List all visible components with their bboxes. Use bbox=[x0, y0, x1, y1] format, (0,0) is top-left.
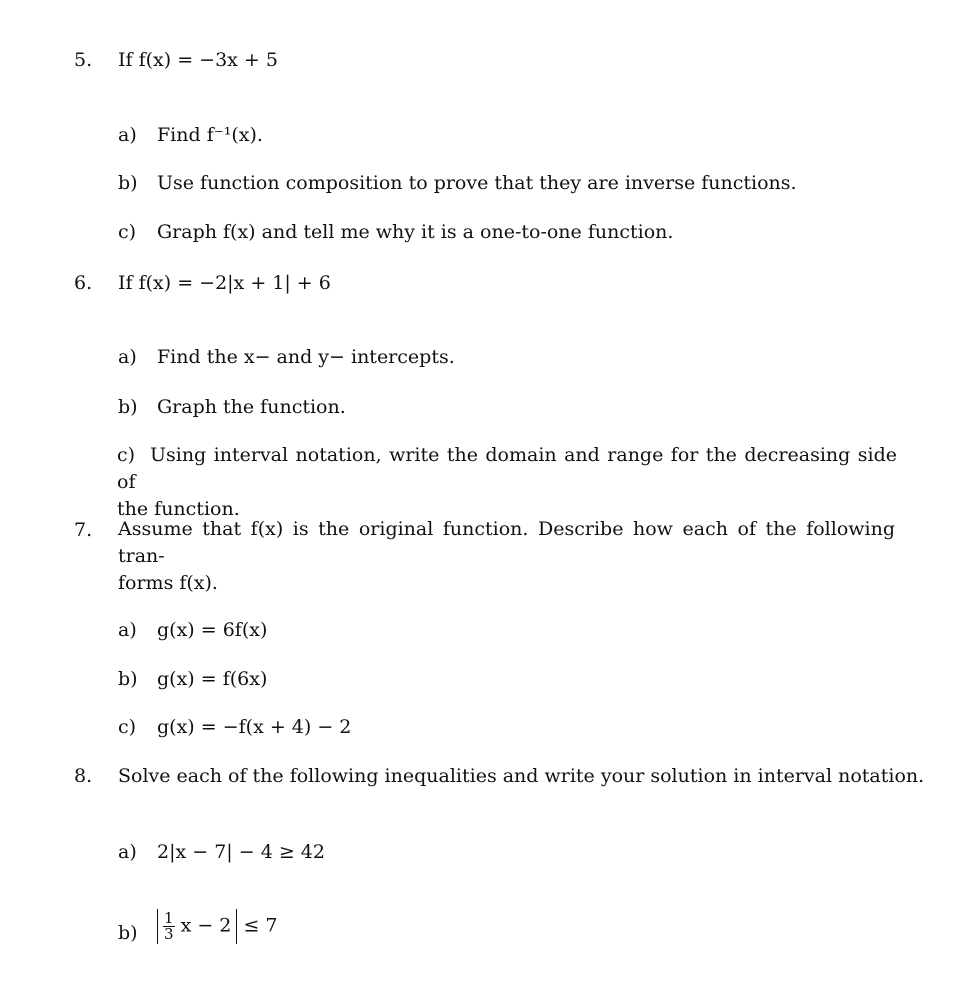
problem-6-stem: If f(x) = −2|x + 1| + 6 bbox=[118, 272, 331, 294]
problem-5b-text: Use function composition to prove that they are inverse functions. bbox=[157, 172, 797, 194]
problem-6c-label: c) bbox=[117, 444, 136, 466]
problem-6c-text-line2: the function. bbox=[117, 498, 240, 520]
problem-5a-label: a) bbox=[118, 124, 137, 146]
problem-6c-line1 bbox=[117, 442, 897, 496]
problem-7a-label: a) bbox=[118, 619, 137, 641]
problem-6b-label: b) bbox=[118, 396, 138, 418]
problem-7a-text: g(x) = 6f(x) bbox=[157, 619, 268, 641]
problem-8b-expression bbox=[157, 909, 278, 944]
problem-7b-label: b) bbox=[118, 668, 138, 690]
problem-8a-text: 2|x − 7| − 4 ≥ 42 bbox=[157, 841, 325, 863]
problem-7-stem-line2: forms f(x). bbox=[118, 572, 218, 594]
problem-5b-label: b) bbox=[118, 172, 138, 194]
fraction-numerator: 1 bbox=[164, 909, 174, 927]
problem-5c-label: c) bbox=[118, 221, 137, 243]
problem-7c-text: g(x) = −f(x + 4) − 2 bbox=[157, 716, 352, 738]
problem-6a-label: a) bbox=[118, 346, 137, 368]
problem-7-stem bbox=[118, 516, 895, 597]
fraction-one-third bbox=[163, 911, 175, 942]
problem-8a-label: a) bbox=[118, 841, 137, 863]
problem-7-stem-line1: Assume that f(x) is the original function. Describe how each of the following tran- bbox=[118, 518, 895, 567]
absolute-value-bars bbox=[157, 909, 237, 944]
problem-6b-text: Graph the function. bbox=[157, 396, 346, 418]
problem-7-number: 7. bbox=[74, 519, 93, 541]
problem-5a-text: Find f⁻¹(x). bbox=[157, 124, 263, 146]
abs-rest: x − 2 bbox=[180, 914, 232, 937]
problem-8-number: 8. bbox=[74, 765, 93, 787]
problem-5-number: 5. bbox=[74, 49, 93, 71]
fraction-denominator: 3 bbox=[164, 925, 174, 943]
problem-7b-text: g(x) = f(6x) bbox=[157, 668, 268, 690]
problem-6c-text-line1: Using interval notation, write the domain and range for the decreasing side of bbox=[117, 444, 897, 493]
problem-6c bbox=[117, 442, 897, 523]
problem-6a-text: Find the x− and y− intercepts. bbox=[157, 346, 455, 368]
problem-6-number: 6. bbox=[74, 272, 93, 294]
problem-5-stem: If f(x) = −3x + 5 bbox=[118, 49, 278, 71]
problem-7c-label: c) bbox=[118, 716, 137, 738]
problem-5c-text: Graph f(x) and tell me why it is a one-to-one function. bbox=[157, 221, 674, 243]
problem-8b-label: b) bbox=[118, 922, 138, 944]
inequality-relation: ≤ 7 bbox=[243, 914, 278, 937]
problem-8-stem: Solve each of the following inequalities and write your solution in interval notation. bbox=[118, 765, 925, 787]
